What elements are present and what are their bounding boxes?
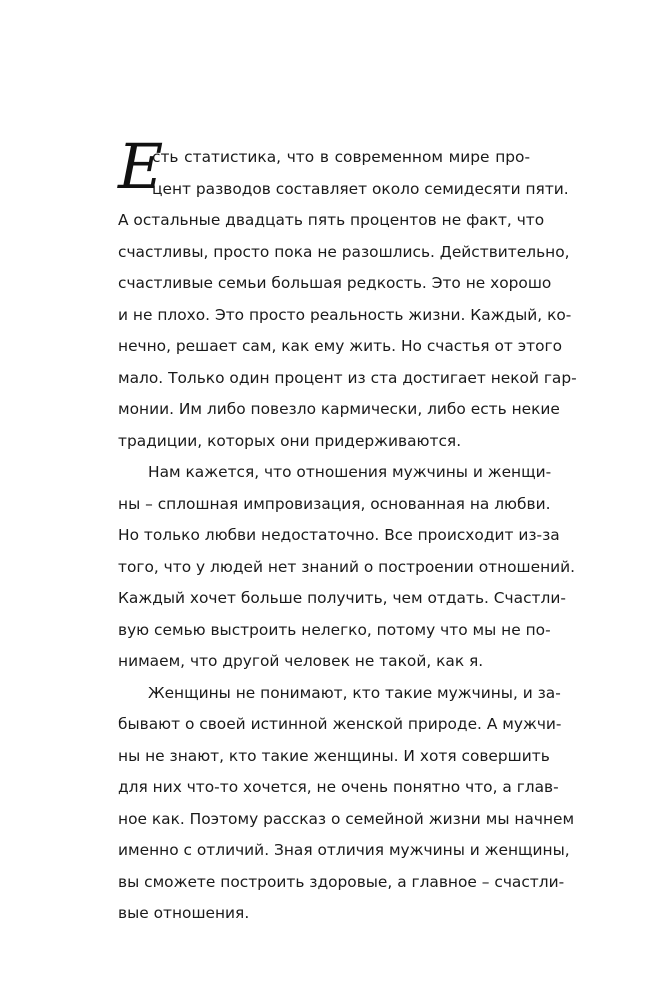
drop-cap: Е [118,130,164,203]
text-line: А остальные двадцать пять процентов не факт, что [118,211,545,229]
text-line: вы сможете построить здоровые, а главное – счастли- [118,872,565,891]
text-line: счастливы, просто пока не разошлись. Действительно, [118,242,570,261]
text-line: ны – сплошная импровизация, основанная на любви. [118,494,551,513]
text-line: вую семью выстроить нелегко, потому что мы не по- [118,620,551,639]
text-line: нечно, решает сам, как ему жить. Но счастья от этого [118,337,563,355]
text-line: и не плохо. Это просто реальность жизни. Каждый, ко- [118,305,572,324]
text-line: того, что у людей нет знаний о построении отношений. [118,557,576,576]
article-body [118,130,577,930]
text-line: нимаем, что другой человек не такой, как я. [118,652,484,670]
text-line: цент разводов составляет около семидесяти пяти. [152,179,569,198]
text-line: ное как. Поэтому рассказ о семейной жизни мы начнем [118,809,575,828]
text-line: бывают о своей истинной женской природе. А мужчи- [118,715,562,733]
text-line: сть статистика, что в современном мире про- [152,148,530,166]
text-line: Но только любви недостаточно. Все происходит из-за [118,526,560,544]
text-line: вые отношения. [118,904,250,922]
text-line: Женщины не понимают, кто такие мужчины, и за- [148,683,561,702]
text-line: Нам кажется, что отношения мужчины и женщи- [148,463,552,481]
text-line: именно с отличий. Зная отличия мужчины и женщины, [118,841,570,859]
text-line: мало. Только один процент из ста достигает некой гар- [118,368,577,387]
text-line: ны не знают, кто такие женщины. И хотя совершить [118,746,550,765]
text-line: монии. Им либо повезло кармически, либо есть некие [118,400,560,418]
text-line: счастливые семьи большая редкость. Это не хорошо [118,274,552,292]
text-line: традиции, которых они придерживаются. [118,431,462,450]
text-line: для них что-то хочется, не очень понятно что, а глав- [118,778,559,796]
text-line: Каждый хочет больше получить, чем отдать. Счастли- [118,589,566,607]
